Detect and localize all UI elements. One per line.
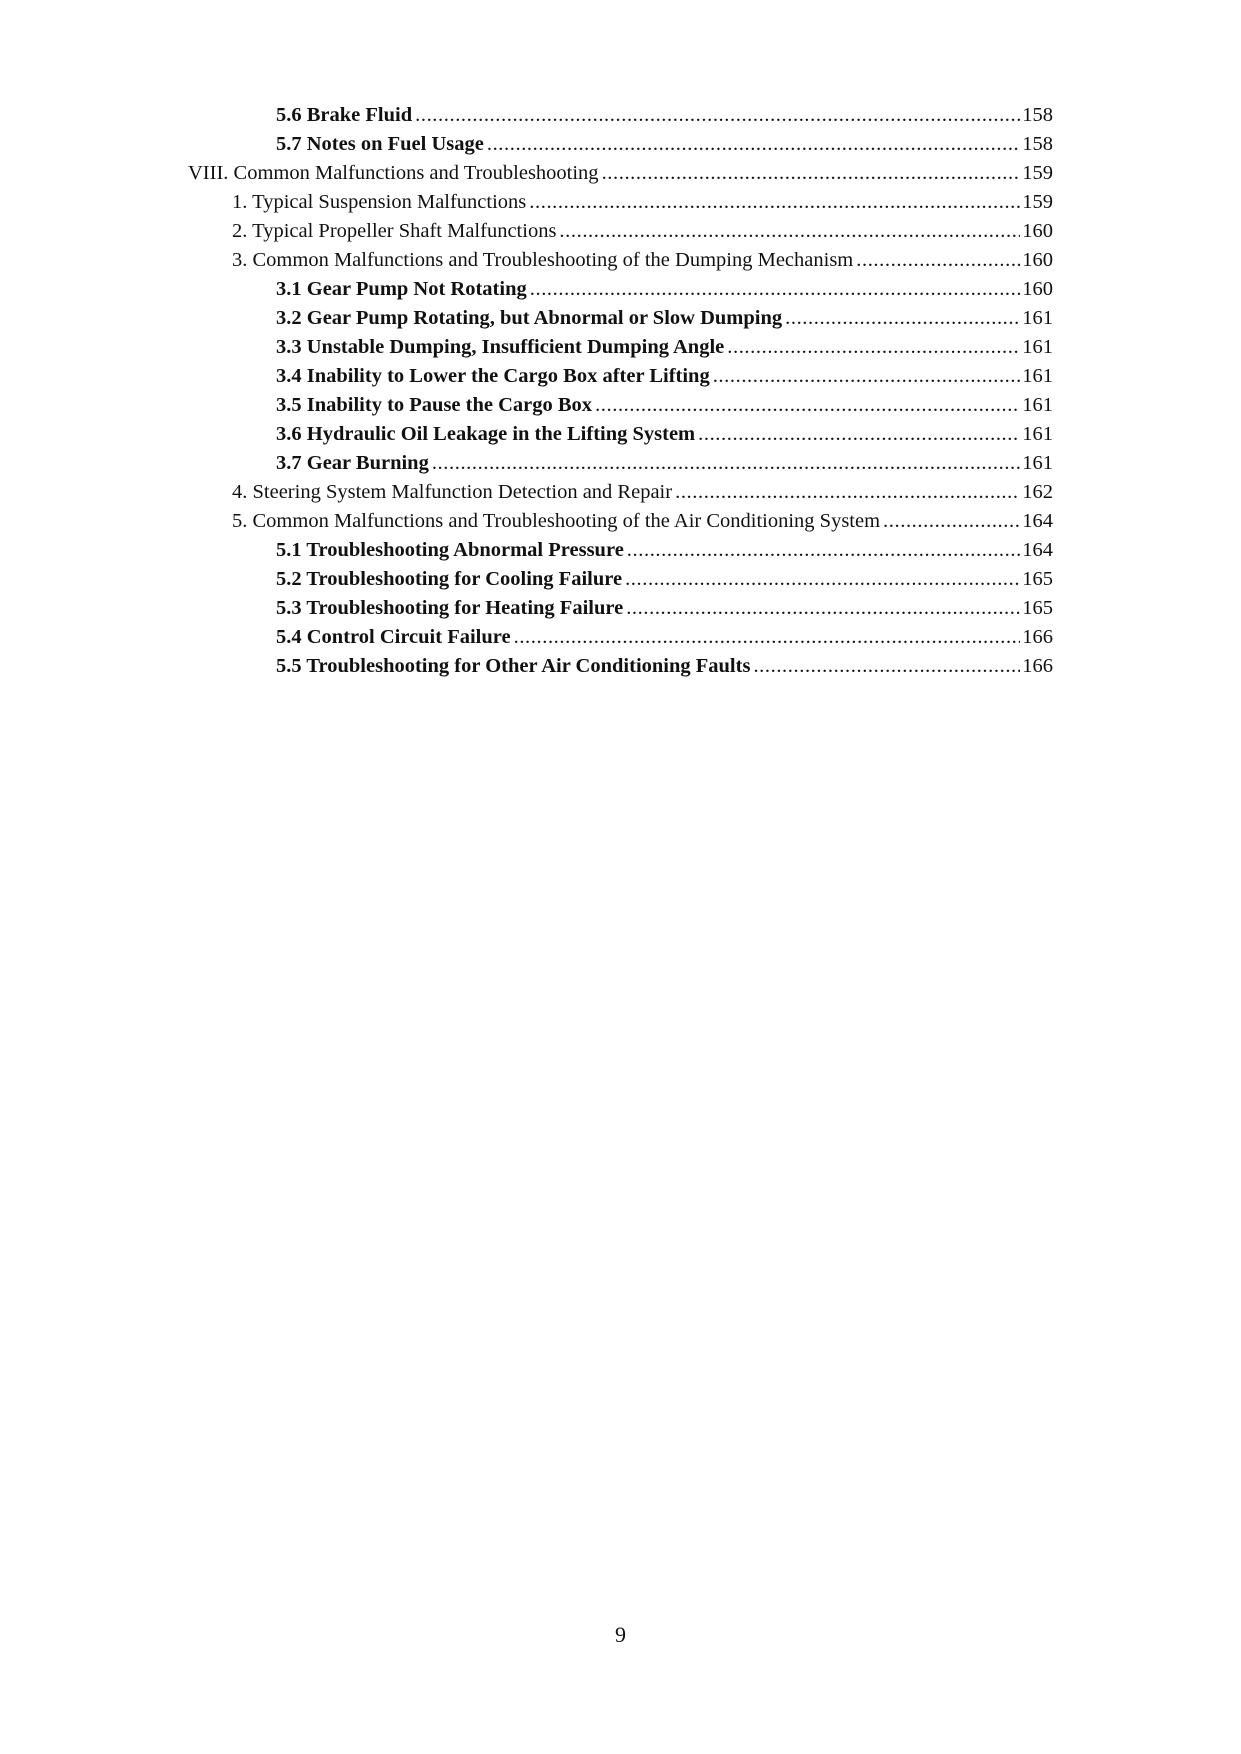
toc-dot-leader bbox=[713, 360, 1021, 392]
toc-dot-leader bbox=[559, 215, 1020, 247]
toc-entry-title: 3.5 Inability to Pause the Cargo Box bbox=[276, 394, 593, 416]
toc-entry[interactable] bbox=[276, 273, 1053, 305]
toc-entry[interactable] bbox=[276, 621, 1053, 653]
toc-entry-title: 5.7 Notes on Fuel Usage bbox=[276, 133, 484, 155]
toc-entry-title: 5.6 Brake Fluid bbox=[276, 104, 413, 126]
toc-entry-page: 159 bbox=[1022, 191, 1053, 213]
toc-entry-page: 166 bbox=[1022, 655, 1053, 677]
toc-entry[interactable] bbox=[232, 186, 1053, 218]
toc-dot-leader bbox=[602, 157, 1021, 189]
toc-entry-title: 5.1 Troubleshooting Abnormal Pressure bbox=[276, 539, 624, 561]
toc-entry-title: 3.4 Inability to Lower the Cargo Box after Lifting bbox=[276, 365, 710, 387]
toc-entry-page: 166 bbox=[1022, 626, 1053, 648]
toc-entry-title: 5.3 Troubleshooting for Heating Failure bbox=[276, 597, 624, 619]
toc-entry-title: 3.7 Gear Burning bbox=[276, 452, 429, 474]
toc-entry[interactable] bbox=[276, 534, 1053, 566]
toc-entry[interactable] bbox=[276, 447, 1053, 479]
toc-entry-page: 161 bbox=[1022, 394, 1053, 416]
toc-entry[interactable] bbox=[276, 302, 1053, 334]
toc-entry-page: 162 bbox=[1022, 481, 1053, 503]
toc-dot-leader bbox=[698, 418, 1020, 450]
toc-entry[interactable] bbox=[276, 99, 1053, 131]
toc-dot-leader bbox=[529, 186, 1020, 218]
toc-entry-page: 158 bbox=[1022, 104, 1053, 126]
toc-entry-title: 3.1 Gear Pump Not Rotating bbox=[276, 278, 527, 300]
toc-entry-page: 159 bbox=[1022, 162, 1053, 184]
toc-entry-title: 1. Typical Suspension Malfunctions bbox=[232, 191, 527, 213]
toc-dot-leader bbox=[675, 476, 1020, 508]
toc-entry-page: 164 bbox=[1022, 539, 1053, 561]
toc-entry-page: 160 bbox=[1022, 278, 1053, 300]
toc-entry[interactable] bbox=[276, 650, 1053, 682]
toc-entry[interactable] bbox=[232, 244, 1053, 276]
toc-entry-page: 165 bbox=[1022, 568, 1053, 590]
toc-entry-page: 161 bbox=[1022, 336, 1053, 358]
toc-entry[interactable] bbox=[276, 592, 1053, 624]
toc-entry[interactable] bbox=[188, 157, 1053, 189]
toc-entry-title: 3.6 Hydraulic Oil Leakage in the Lifting System bbox=[276, 423, 696, 445]
toc-entry-title: 3.3 Unstable Dumping, Insufficient Dumping Angle bbox=[276, 336, 725, 358]
toc-entry-page: 161 bbox=[1022, 423, 1053, 445]
toc-entry[interactable] bbox=[276, 563, 1053, 595]
page-number: 9 bbox=[615, 1622, 626, 1647]
toc-entry[interactable] bbox=[276, 389, 1053, 421]
toc-entry[interactable] bbox=[276, 128, 1053, 160]
toc-entry[interactable] bbox=[276, 418, 1053, 450]
toc-entry[interactable] bbox=[232, 215, 1053, 247]
toc-entry-title: 3. Common Malfunctions and Troubleshooting of the Dumping Mechanism bbox=[232, 249, 854, 271]
toc-dot-leader bbox=[530, 273, 1021, 305]
toc-entry-title: 5.2 Troubleshooting for Cooling Failure bbox=[276, 568, 623, 590]
toc-entry[interactable] bbox=[276, 331, 1053, 363]
toc-entry-page: 164 bbox=[1022, 510, 1053, 532]
toc-entry-title: 5.5 Troubleshooting for Other Air Conditioning Faults bbox=[276, 655, 751, 677]
toc-entry-title: 5.4 Control Circuit Failure bbox=[276, 626, 511, 648]
toc-entry[interactable] bbox=[232, 476, 1053, 508]
toc-dot-leader bbox=[753, 650, 1020, 682]
toc-entry-title: 2. Typical Propeller Shaft Malfunctions bbox=[232, 220, 557, 242]
toc-entry[interactable] bbox=[232, 505, 1053, 537]
toc-dot-leader bbox=[432, 447, 1020, 479]
toc-entry-page: 158 bbox=[1022, 133, 1053, 155]
toc-entry-title: 3.2 Gear Pump Rotating, but Abnormal or Slow Dumping bbox=[276, 307, 783, 329]
toc-entry-page: 161 bbox=[1022, 452, 1053, 474]
toc-dot-leader bbox=[626, 592, 1020, 624]
toc-dot-leader bbox=[727, 331, 1020, 363]
toc-entry-title: 5. Common Malfunctions and Troubleshooting of the Air Conditioning System bbox=[232, 510, 881, 532]
toc-dot-leader bbox=[856, 244, 1020, 276]
toc-dot-leader bbox=[627, 534, 1020, 566]
toc-dot-leader bbox=[514, 621, 1021, 653]
toc-entry-page: 165 bbox=[1022, 597, 1053, 619]
toc-entry[interactable] bbox=[276, 360, 1053, 392]
toc-dot-leader bbox=[785, 302, 1020, 334]
toc-entry-title: 4. Steering System Malfunction Detection and Repair bbox=[232, 481, 673, 503]
toc-entry-page: 161 bbox=[1022, 365, 1053, 387]
toc-entry-page: 160 bbox=[1022, 249, 1053, 271]
toc-entry-page: 160 bbox=[1022, 220, 1053, 242]
toc-dot-leader bbox=[415, 99, 1020, 131]
toc-dot-leader bbox=[595, 389, 1020, 421]
toc-dot-leader bbox=[625, 563, 1020, 595]
toc-dot-leader bbox=[487, 128, 1020, 160]
toc-dot-leader bbox=[883, 505, 1020, 537]
toc-entry-title: VIII. Common Malfunctions and Troubleshooting bbox=[188, 162, 599, 184]
toc-entry-page: 161 bbox=[1022, 307, 1053, 329]
